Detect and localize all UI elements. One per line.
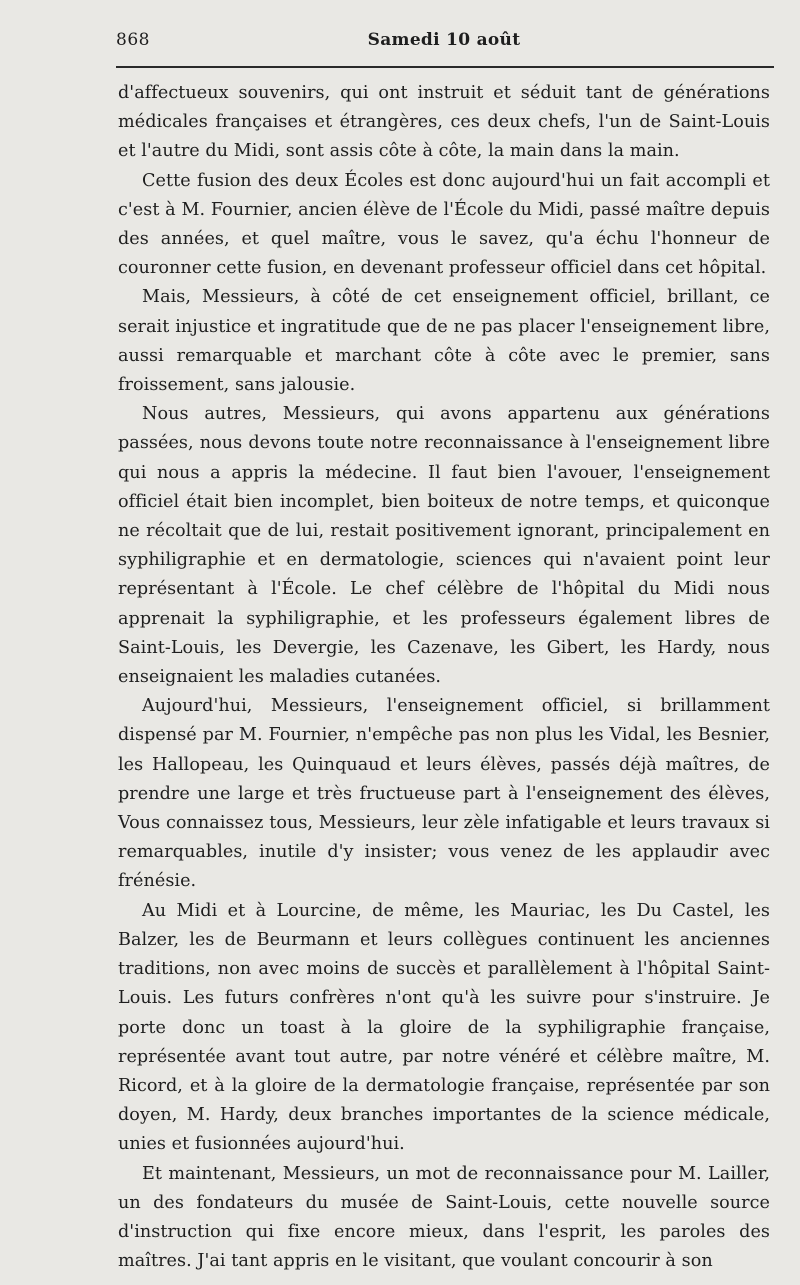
body-text bbox=[118, 79, 770, 1276]
paragraph: Nous autres, Messieurs, qui avons appartenu aux générations passées, nous devons toute notre reconnaissance à l'enseignement libre qui nous a appris la médecine. Il faut bien l'avouer, l'enseignement officiel était bien incomplet, bien boiteux de notre temps, et quiconque ne récoltait que de lui, restait positivement ignorant, principalement en syphiligraphie et en dermatologie, sciences qui n'avaient point leur représentant à l'École. Le chef célèbre de l'hôpital du Midi nous apprenait la syphiligraphie, et les professeurs également libres de Saint-Louis, les Devergie, les Cazenave, les Gibert, les Hardy, nous enseignaient les maladies cutanées. bbox=[118, 404, 770, 688]
header-rule bbox=[116, 66, 774, 68]
paragraph: Mais, Messieurs, à côté de cet enseignement officiel, brillant, ce serait injustice et ingratitude que de ne pas placer l'enseignement libre, aussi remarquable et marchant côte à côte avec le premier, sans froissement, sans jalousie. bbox=[118, 287, 770, 396]
paragraph: Aujourd'hui, Messieurs, l'enseignement officiel, si brillamment dispensé par M. Fournier, n'empêche pas non plus les Vidal, les Besnier, les Hallopeau, les Quinquaud et leurs élèves, passés déjà maîtres, de prendre une large et très fructueuse part à l'enseignement des élèves, Vous connaissez tous, Messieurs, leur zèle infatigable et leurs travaux si remarquables, inutile d'y insister; vous venez de les applaudir avec frénésie. bbox=[118, 696, 770, 892]
paragraph: Au Midi et à Lourcine, de même, les Mauriac, les Du Castel, les Balzer, les de Beurmann et leurs collègues continuent les anciennes traditions, non avec moins de succès et parallèlement à l'hôpital Saint-Louis. Les futurs confrères n'ont qu'à les suivre pour s'instruire. Je porte donc un toast à la gloire de la syphiligraphie française, représentée avant tout autre, par notre vénéré et célèbre maître, M. Ricord, et à la gloire de la dermatologie française, représentée par son doyen, M. Hardy, deux branches importantes de la science médicale, unies et fusionnées aujourd'hui. bbox=[118, 900, 770, 1155]
paragraph: Cette fusion des deux Écoles est donc aujourd'hui un fait accompli et c'est à M. Fournier, ancien élève de l'École du Midi, passé maître depuis des années, et quel maître, vous le savez, qu'a échu l'honneur de couronner cette fusion, en devenant professeur officiel dans cet hôpital. bbox=[118, 170, 770, 279]
paragraph: d'affectueux souvenirs, qui ont instruit et séduit tant de générations médicales françaises et étrangères, ces deux chefs, l'un de Saint-Louis et l'autre du Midi, sont assis côte à côte, la main dans la main. bbox=[118, 83, 770, 162]
paragraph: Et maintenant, Messieurs, un mot de reconnaissance pour M. Lailler, un des fondateurs du musée de Saint-Louis, cette nouvelle source d'instruction qui fixe encore mieux, dans l'esprit, les paroles des maîtres. J'ai tant appris en le visitant, que voulant concourir à son bbox=[118, 1163, 770, 1272]
page-header bbox=[116, 26, 772, 56]
page-number: 868 bbox=[116, 30, 150, 50]
running-title: Samedi 10 août bbox=[367, 30, 521, 50]
